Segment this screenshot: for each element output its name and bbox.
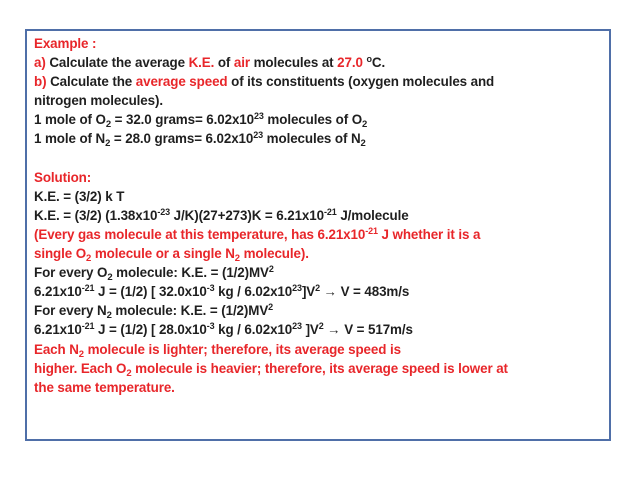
- n2-speed-calc: $6.21x10^{-21}$ J = (1/2) [ $28.0x10^{-3}$ kg / $6.02x10^{23}$ ]$V^2 \to V = 517m/s$: [34, 321, 413, 338]
- mole-o2: 1 mole of $O_2 = 32.0$ grams= $6.02x10^{23}$ molecules of $O_2$: [34, 111, 368, 131]
- example-heading: Example :: [34, 36, 97, 51]
- average-speed-term: average speed: [135, 74, 228, 90]
- note-line-1: (Every gas molecule at this temperature, has $6.21x10^{-21}$ J whether it is a: [34, 225, 481, 242]
- slide-content: [34, 34, 606, 397]
- ke-formula: K.E. = (3/2) k T: [34, 188, 125, 204]
- o2-speed-calc: $6.21x10^{-21}$ J = (1/2) [ $32.0x10^{-3}$ kg / $6.02x10^{23}]V^2 \to V = 483m/s$: [34, 283, 410, 300]
- conclusion-line-1: Each $N_2$ molecule is lighter; therefore, its average speed is: [34, 341, 401, 360]
- conclusion-line-2: higher. Each $O_2$ molecule is heavier; therefore, its average speed is lower at: [34, 360, 508, 379]
- question-b: b) Calculate the average speed of its constituents (oxygen molecules and: [34, 74, 495, 90]
- conclusion-line-3: the same temperature.: [34, 379, 175, 395]
- o2-ke-formula: For every $O_2$ molecule: K.E. = $(1/2)MV^2$: [34, 264, 274, 284]
- ke-term: K.E.: [188, 55, 215, 71]
- ke-calculation: K.E. = (3/2) ($1.38x10^{-23}$ $J/K)(27+273)K = 6.21x10^{-21}$ J/molecule: [34, 206, 409, 223]
- question-a-label: a): [34, 55, 46, 71]
- solution-heading: Solution:: [34, 169, 92, 185]
- n2-ke-formula: For every $N_2$ molecule: K.E. = $(1/2)MV^2$: [34, 302, 274, 322]
- mole-n2: 1 mole of $N_2 = 28.0$ grams= $6.02x10^{23}$ molecules of $N_2$: [34, 130, 366, 150]
- temperature-value: 27.0: [337, 55, 363, 71]
- question-b-label: b): [34, 74, 47, 90]
- question-b-cont: nitrogen molecules).: [34, 93, 163, 109]
- air-term: air: [233, 55, 250, 71]
- spacer: [34, 149, 606, 168]
- note-line-2: single $O_2$ molecule or a single $N_2$ molecule).: [34, 246, 309, 265]
- question-a: a) Calculate the average K.E. of air molecules at 27.0 $^o$C.: [34, 54, 386, 71]
